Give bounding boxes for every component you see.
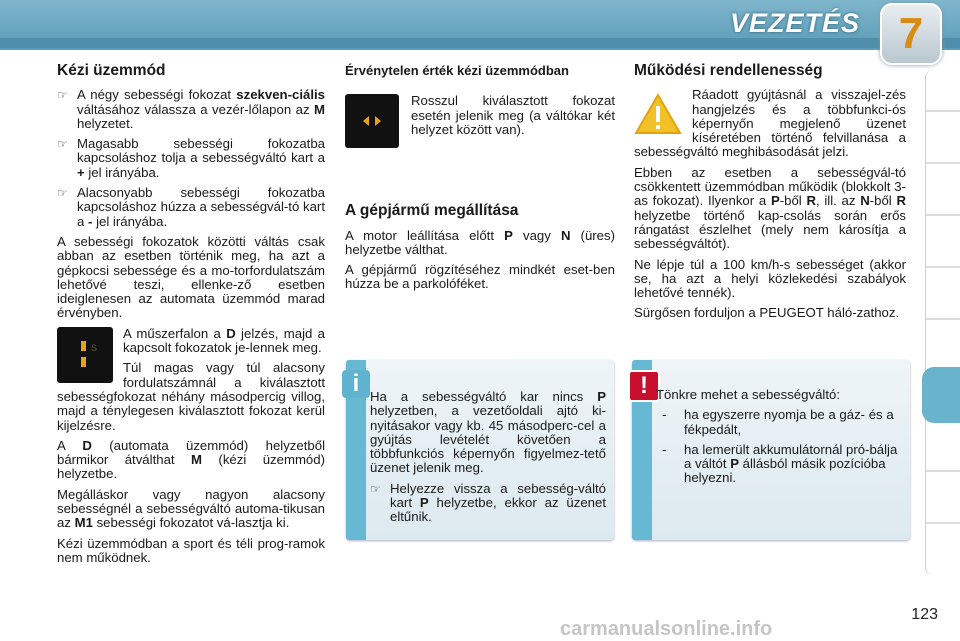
column-manual-mode [57,64,325,571]
svg-text:S: S [91,342,98,353]
list-item: ☞ Magasabb sebességi fokozatba kapcsoláshoz tolja a sebességváltó kart a + jel irányába. [57,136,325,180]
paragraph: A motor leállítása előtt P vagy N (üres) helyzetbe válthat. [345,227,615,257]
side-tab[interactable] [926,214,960,216]
list-item: ☞ A négy sebességi fokozat szekven-ciális váltásához válassza a vezér-lőlapon az M helyzetet. [57,87,325,131]
header-stripe [0,38,960,48]
chapter-side-tabs [925,70,960,575]
paragraph: A sebességi fokozatok közötti váltás csak abban az esetben történik meg, ha azt a gépkocsi sebessége és a mo-torfordulatszám lehetővé teszi, ellenke-ző esetben ideiglenesen az automata üzemmód marad érvényben. [57,233,325,321]
side-tab-active[interactable] [922,367,960,423]
paragraph: Ne lépje túl a 100 km/h-s sebességet (akkor se, ha azt a helyi közlekedési szabályok lehetővé tennék). [634,256,906,301]
side-tab[interactable] [926,318,960,320]
side-tab[interactable] [926,266,960,268]
dash-marker: - [662,407,667,423]
page-title: VEZETÉS [729,8,860,38]
list-item: ☞ Helyezze vissza a sebesség-váltó kart P helyzetbe, ekkor az üzenet eltűnik. [370,480,606,525]
gear-display-icon [57,327,113,383]
pointer-icon: ☞ [57,88,68,103]
list-item: - ha lemerült akkumulátornál pró-bálja a váltót P állásból másik pozícióba helyezni. [662,441,898,486]
pointer-icon: ☞ [57,137,68,152]
paragraph: Rosszul kiválasztott fokozat esetén jelenik meg (a váltókar két helyzet között van). [411,94,615,137]
heading-stopping-vehicle: A gépjármű megállítása [345,202,519,220]
dash-marker: - [662,441,667,457]
invalid-gear-display-icon [345,94,399,148]
warning-triangle-icon [634,92,682,136]
paragraph: A gépjármű rögzítéséhez mindkét eset-ben húzza be a parkolóféket. [345,262,615,292]
header-bar [0,0,960,50]
exclamation-icon: ! [628,370,660,402]
paragraph: Kézi üzemmódban a sport és téli prog-ramok nem működnek. [57,535,325,565]
paragraph: A D (automata üzemmód) helyzetből bármikor átválthat M (kézi üzemmód) helyzetbe. [57,437,325,482]
side-tab[interactable] [926,522,960,524]
side-tab[interactable] [926,470,960,472]
side-tab[interactable] [926,162,960,164]
pointer-icon: ☞ [57,186,68,201]
paragraph: Ráadott gyújtásnál a visszajel-zés hangjelzés és a többfunkci-ós képernyőn megjelenő üzenet kíséretében történő felvillanása a sebességváltó meghibásodását jelzi. [634,88,906,160]
paragraph: Sürgősen forduljon a PEUGEOT háló-zathoz. [634,305,900,321]
paragraph: Tönkre mehet a sebességváltó: [656,387,840,402]
paragraph: Túl magas vagy túl alacsony fordulatszámnál a kiválasztott sebességfokozat néhány másodpercig villog, majd a ténylegesen kiválasztott fokozat kerül kijelzésre. [57,360,325,433]
page-number: 123 [911,606,938,623]
heading-malfunction: Működési rendellenesség [634,62,823,79]
column-malfunction [634,64,906,327]
paragraph: Ebben az esetben a sebességvál-tó csökkentett üzemmódban működik (blokkolt 3-as fokozat). Ilyenkor a P-ből R, ill. az N-ből R helyzetbe történő kap-csolás során erős rángatást észlelhet (mely nem károsítja a sebességváltót). [634,164,906,252]
side-tab[interactable] [926,110,960,112]
paragraph: Megálláskor vagy nagyon alacsony sebességnél a sebességváltó automa-tikusan az M1 sebességi fokozatot vá-lasztja ki. [57,486,325,531]
arrows-icon [345,94,399,148]
pointer-icon: ☞ [370,481,381,496]
column-stopping [345,64,615,298]
paragraph: A műszerfalon a D jelzés, majd a kapcsolt fokozatok je-lennek meg. [123,325,325,356]
info-box [346,360,614,540]
list-item: - ha egyszerre nyomja be a gáz- és a fékpedált, [662,407,894,437]
warning-box [632,360,910,540]
watermark: carmanualsonline.info [560,618,773,640]
chapter-badge: 7 [880,3,942,65]
list-item: ☞ Alacsonyabb sebességi fokozatba kapcsoláshoz húzza a sebességvál-tó kart a - jel irányába. [57,185,325,229]
info-icon: i [342,370,370,398]
gear-digit-icon [57,327,113,383]
paragraph: Ha a sebességváltó kar nincs P helyzetben, a vezetőoldali ajtó ki-nyitásakor vagy kb. 45 másodperc-cel a gyújtás levételét követően a többfunkciós képernyőn figyelmez-tető üzenet jelenik meg. [370,389,606,476]
heading-manual-mode: Kézi üzemmód [57,62,166,79]
heading-invalid-value: Érvénytelen érték kézi üzemmódban [345,63,569,78]
